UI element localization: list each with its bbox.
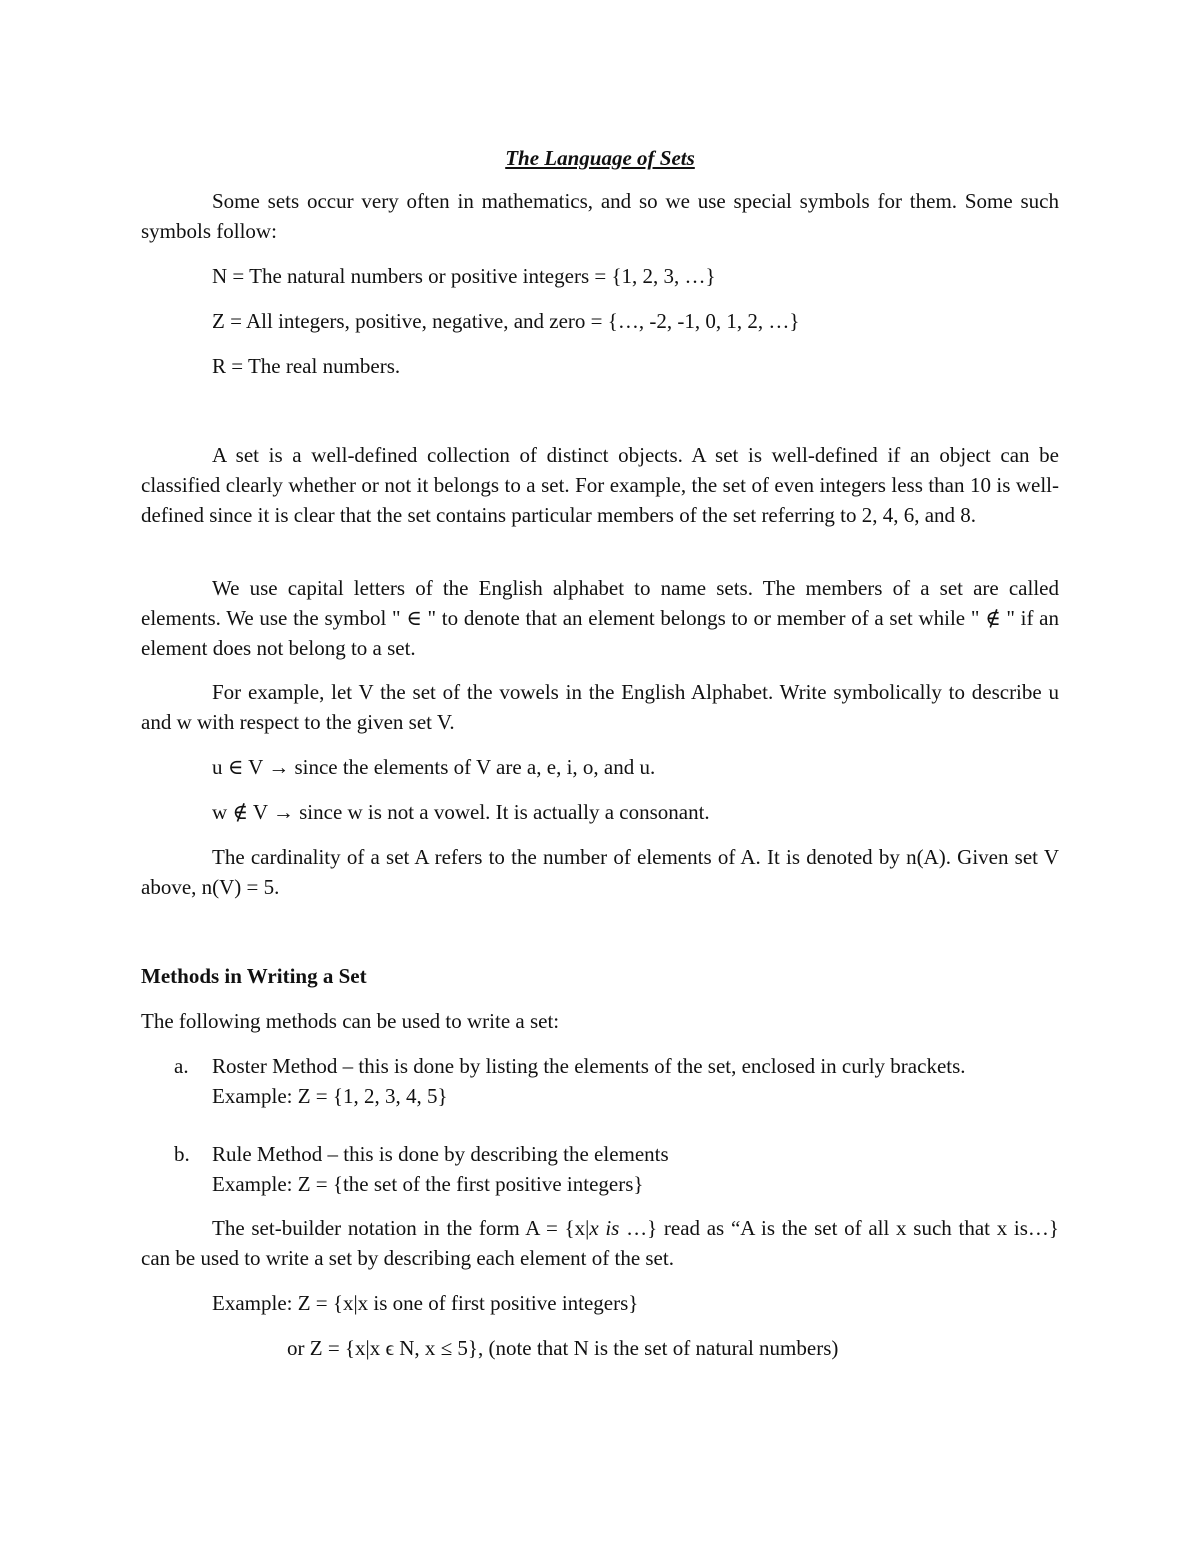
set-builder-italic-term: x is	[589, 1216, 620, 1240]
real-numbers-definition: R = The real numbers.	[212, 354, 401, 378]
elements-paragraph: We use capital letters of the English alphabet to name sets. The members of a set are called elements. We use the symbol " ∈ " to denote that an element belongs to or member of a set while " ∉ " if an element does not belong to a set.	[141, 576, 1059, 660]
set-builder-example-1: Example: Z = {x|x is one of first positive integers}	[212, 1291, 639, 1315]
intro-paragraph: Some sets occur very often in mathematics, and so we use special symbols for them. Some such symbols follow:	[141, 189, 1059, 243]
list-item	[141, 1051, 1059, 1111]
methods-heading: Methods in Writing a Set	[141, 964, 367, 988]
set-builder-text-end: …} read as “A is the set of all x such that x is…} can be used to write a set by describing each element of the set.	[141, 1216, 1059, 1270]
vowel-example-paragraph: For example, let V the set of the vowels in the English Alphabet. Write symbolically to describe u and w with respect to the given set V.	[141, 680, 1059, 734]
natural-numbers-definition: N = The natural numbers or positive integers = {1, 2, 3, …}	[212, 264, 716, 288]
list-marker: b.	[174, 1142, 190, 1166]
set-builder-paragraph	[141, 1213, 1059, 1273]
rule-method-description: Rule Method – this is done by describing the elements	[212, 1142, 669, 1166]
methods-list	[141, 1051, 1059, 1227]
u-membership-line: u ∈ V → since the elements of V are a, e, i, o, and u.	[212, 755, 656, 779]
list-marker: a.	[174, 1054, 189, 1078]
page-title: The Language of Sets	[505, 146, 695, 170]
integers-definition: Z = All integers, positive, negative, and zero = {…, -2, -1, 0, 1, 2, …}	[212, 309, 800, 333]
roster-method-description: Roster Method – this is done by listing the elements of the set, enclosed in curly brackets.	[212, 1054, 966, 1078]
list-item	[141, 1139, 1059, 1199]
cardinality-paragraph: The cardinality of a set A refers to the number of elements of A. It is denoted by n(A). Given set V above, n(V) = 5.	[141, 845, 1059, 899]
w-membership-line: w ∉ V → since w is not a vowel. It is actually a consonant.	[212, 800, 710, 824]
methods-intro: The following methods can be used to write a set:	[141, 1009, 560, 1033]
set-builder-example-2: or Z = {x|x ϵ N, x ≤ 5}, (note that N is the set of natural numbers)	[287, 1336, 839, 1360]
roster-method-example: Example: Z = {1, 2, 3, 4, 5}	[212, 1084, 448, 1108]
set-builder-text-start: The set-builder notation in the form A = {x|	[212, 1216, 590, 1240]
rule-method-example: Example: Z = {the set of the first positive integers}	[212, 1172, 644, 1196]
set-definition-paragraph: A set is a well-defined collection of distinct objects. A set is well-defined if an object can be classified clearly whether or not it belongs to a set. For example, the set of even integers less than 10 is well-defined since it is clear that the set contains particular members of the set referring to 2, 4, 6, and 8.	[141, 443, 1059, 527]
